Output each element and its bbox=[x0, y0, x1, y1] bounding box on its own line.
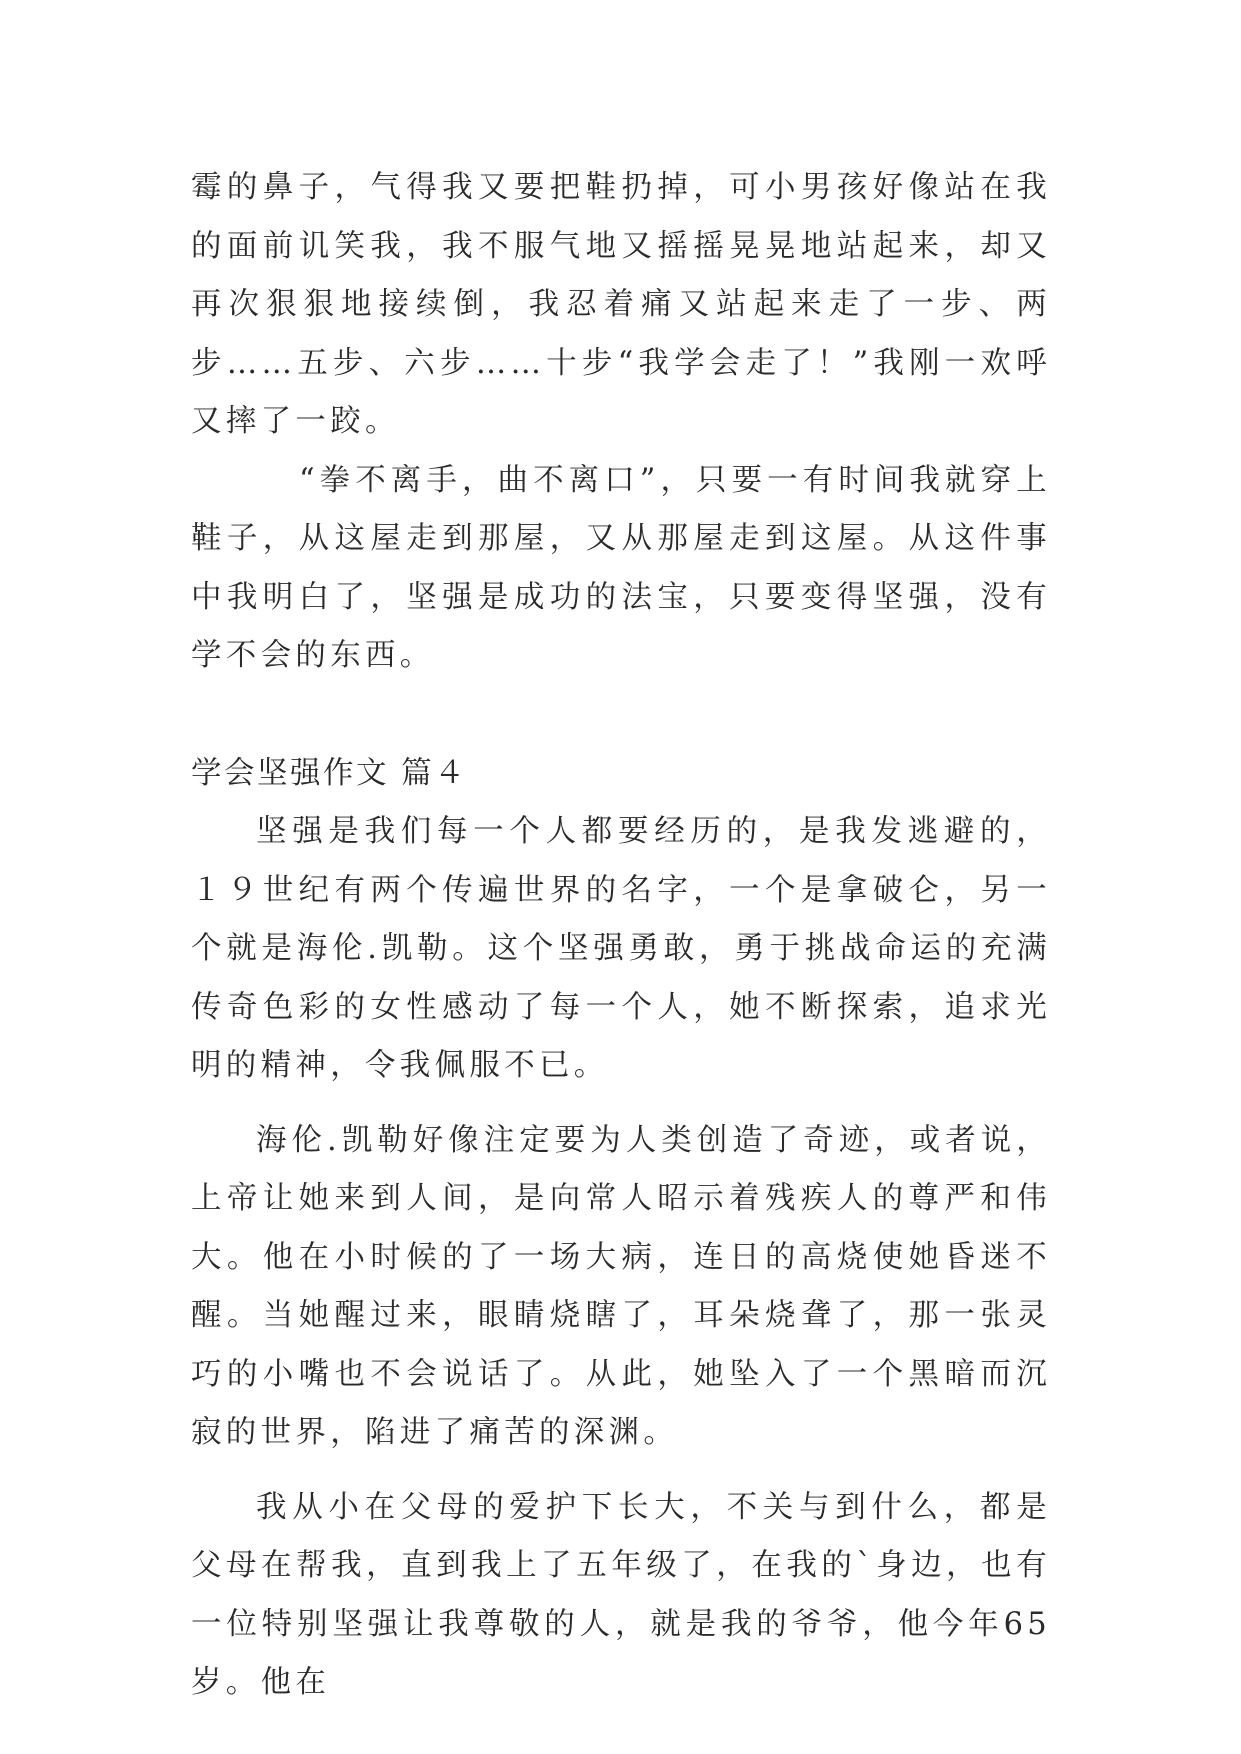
paragraph-proverb: “拳不离手，曲不离口”，只要一有时间我就穿上鞋子，从这屋走到那屋，又从那屋走到这屋。从这件事中我明白了，坚强是成功的法宝，只要变得坚强，没有学不会的东西。 bbox=[191, 462, 1051, 673]
document-body bbox=[191, 159, 1051, 1713]
paragraph-continued: 霉的鼻子，气得我又要把鞋扔掉，可小男孩好像站在我的面前讥笑我，我不服气地又摇摇晃晃地站起来，却又再次狠狠地接续倒，我忍着痛又站起来走了一步、两步……五步、六步……十步“我学会走了！”我刚一欢呼又摔了一跤。 bbox=[191, 170, 1051, 439]
section-paragraph-1: 坚强是我们每一个人都要经历的，是我发逃避的，１９世纪有两个传遍世界的名字，一个是拿破仑，另一个就是海伦.凯勒。这个坚强勇敢，勇于挑战命运的充满传奇色彩的女性感动了每一个人，她不断探索，追求光明的精神，令我佩服不已。 bbox=[191, 814, 1051, 1083]
section-paragraph-2: 海伦.凯勒好像注定要为人类创造了奇迹，或者说，上帝让她来到人间，是向常人昭示着残疾人的尊严和伟大。他在小时候的了一场大病，连日的高烧使她昏迷不醒。当她醒过来，眼睛烧瞎了，耳朵烧聋了，那一张灵巧的小嘴也不会说话了。从此，她坠入了一个黑暗而沉寂的世界，陷进了痛苦的深渊。 bbox=[191, 1122, 1051, 1450]
section-paragraph-3: 我从小在父母的爱护下长大，不关与到什么，都是父母在帮我，直到我上了五年级了，在我的`身边，也有一位特别坚强让我尊敬的人，就是我的爷爷，他今年65岁。他在 bbox=[191, 1489, 1051, 1700]
section-title: 学会坚强作文 篇４ bbox=[191, 755, 468, 791]
